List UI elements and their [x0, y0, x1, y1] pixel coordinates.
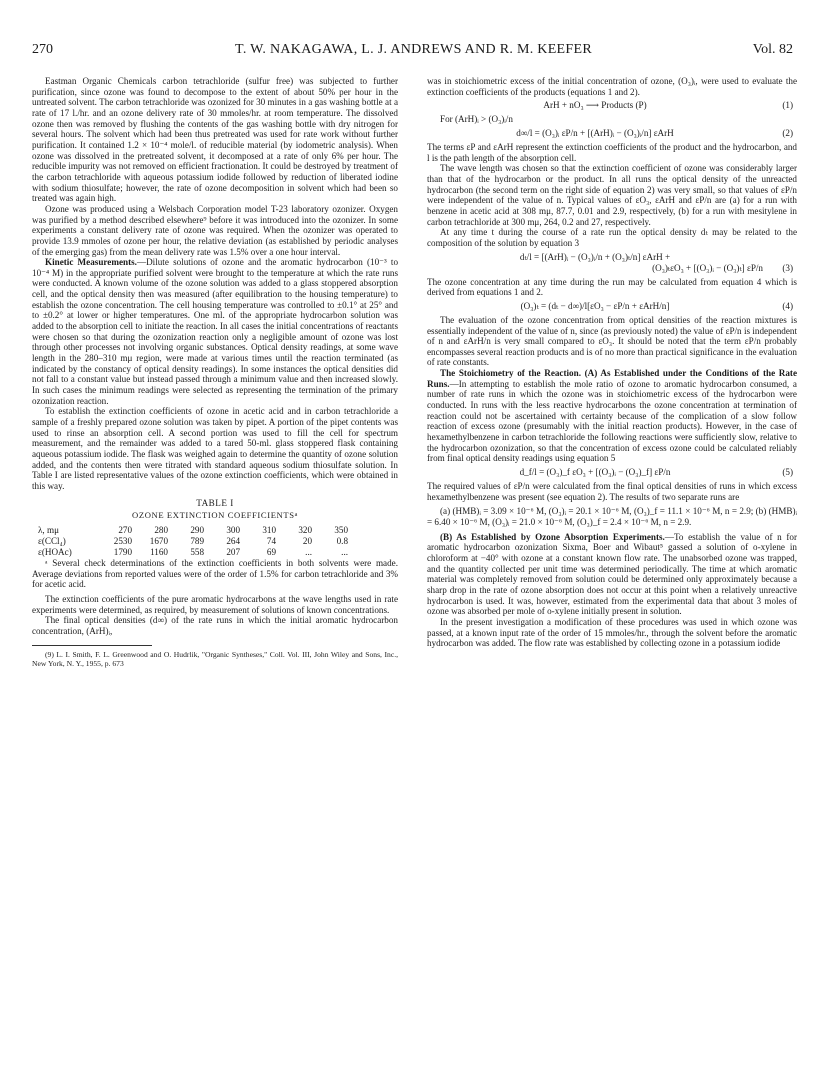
- table-cell: 320: [298, 525, 312, 536]
- table-cell: 2530: [113, 536, 132, 547]
- table-title-mark: a: [294, 511, 298, 519]
- equation-3-line1: dₜ/l = [(ArH)ᵢ − (O₃)ᵢ/n + (O₃)ₜ/n] εArH +: [519, 251, 671, 262]
- table-row-label: λ, mμ: [38, 525, 59, 536]
- paragraph-stoichiometry: [427, 368, 797, 464]
- extinction-table: [38, 525, 348, 558]
- table-cell: 558: [190, 547, 204, 558]
- left-column: [32, 76, 398, 669]
- table-cell: 74: [266, 536, 276, 547]
- section-heading-kinetic: Kinetic Measurements.: [45, 257, 137, 268]
- running-header: [0, 42, 827, 62]
- equation-1: [427, 100, 797, 111]
- table-cell: 69: [266, 547, 276, 558]
- equation-2: [427, 128, 797, 139]
- equation-4-number: (4): [782, 300, 793, 311]
- table-row: [38, 525, 348, 536]
- paragraph-absorption-experiments: [427, 532, 797, 617]
- equation-4-body: (O₃)ₜ = (dₜ − d∞)/l[εO₃ − εP/n + εArH/n]: [520, 300, 670, 311]
- section-heading-absorption: (B) As Established by Ozone Absorption Experiments.: [440, 531, 665, 542]
- paragraph-stoichiometry-body: —In attempting to establish the mole ratio of ozone to aromatic hydrocarbon consumed, a number of rate runs in which the ozone was in stoichiometric excess of the hydrocarbon were conducted. In runs with the less reactive hydrocarbons the ozone concentration at termination of reaction could not be ascertained with certainty because of the complication of a slow follow reaction of excess ozone (presumably with the initial reaction products). However, in the case of hexamethylbenzene in carbon tetrachloride the following reactions were sufficiently slow, relative to the hydrocarbon ozonization, so that the concentration of excess ozone could be calculated reliably from final optical density readings using equation 5: [427, 378, 797, 464]
- paragraph-extinction-method: To establish the extinction coefficients of ozone in acetic acid and in carbon tetrachloride a sample of a freshly prepared ozone solution was taken by pipet. A portion of the pipet contents was used to rinse an absorption cell. A second portion was used to fill the cell for spectrum measurement, and the remainder was added to a tared 50-ml. glass stoppered flask containing aqueous potassium iodide. The flask was weighed again to determine the quantity of ozone solution added, and the contents then were titrated with standard aqueous sodium thiosulfate solution. In Table I are listed representative values of the ozone extinction coefficients, which were obtained in this way.: [32, 406, 398, 491]
- table-cell: ...: [341, 547, 348, 558]
- paragraph-hydrocarbon-coefficients: The extinction coefficients of the pure aromatic hydrocarbons at the wave lengths used in rate experiments were determined, as required, by measurement of solutions of known concentrations.: [32, 593, 398, 615]
- equation-5-body: d_f/l = (O₃)_f εO₃ + [(O₃)ᵢ − (O₃)_f] εP/n: [519, 467, 671, 478]
- paragraph-kinetic-measurements: [32, 257, 398, 406]
- paragraph-wavelength: The wave length was chosen so that the extinction coefficient of ozone was considerably larger than that of the hydrocarbon or the product. In all runs the optical density of the unreacted hydrocarbon (the second term on the right side of equation 2) was very small, so that values of εP/n were independent of the value of n. Typical values of εO₃, εArH and εP/n are (a) for a run with benzene in acetic acid at 308 mμ, 87.7, 0.01 and 2.9, respectively, (b) for a run with mesitylene in carbon tetrachloride at 300 mμ, 264, 0.2 and 27, respectively.: [427, 163, 797, 227]
- table-cell: 270: [118, 525, 132, 536]
- equation-2-body: d∞/l = (O₃)ᵢ εP/n + [(ArH)ᵢ − (O₃)ᵢ/n] εArH: [516, 127, 674, 138]
- table-cell: 264: [226, 536, 240, 547]
- paragraph-continued: was in stoichiometric excess of the initial concentration of ozone, (O₃)ᵢ, were used to evaluate the extinction coefficients of the products (equations 1 and 2).: [427, 76, 797, 97]
- table-row: [38, 547, 348, 558]
- table-cell: 789: [190, 536, 204, 547]
- equation-2-number: (2): [782, 127, 793, 138]
- paragraph-ozone-production: Ozone was produced using a Welsbach Corporation model T-23 laboratory ozonizer. Oxygen was purified by a method described elsewhere⁹ before it was introduced into the ozonizer. In some experiments a constant delivery rate of ozone was required. When the ozonizer was operated to provide 13.9 mmoles of ozone per hour, the relative deviation (as established by periodic analyses of the emerging gas) from the mean delivery rate was 1.5% over a one hour interval.: [32, 203, 398, 257]
- equation-3-line2: (O₃)ₜεO₃ + [(O₃)ᵢ − (O₃)ₜ] εP/n: [652, 262, 763, 273]
- equation-4: [427, 301, 797, 312]
- table-cell: 1790: [113, 547, 132, 558]
- paragraph-final-densities: The final optical densities (d∞) of the rate runs in which the initial aromatic hydrocarbon concentration, (ArH)ᵢ,: [32, 615, 398, 636]
- equation-5-number: (5): [782, 467, 793, 478]
- table-footnote: ᵃ Several check determinations of the extinction coefficients in both solvents were made. Average deviations from reported values were of the order of 1.5% for carbon tetrachloride and 3% for acetic acid.: [32, 557, 398, 590]
- table-caption: TABLE I: [196, 497, 234, 508]
- condition-line: For (ArH)ᵢ > (O₃)ᵢ/n: [440, 114, 513, 125]
- equation-3-number: (3): [782, 262, 793, 273]
- table-cell: 0.8: [336, 536, 348, 547]
- equation-1-number: (1): [782, 100, 793, 111]
- table-cell: 310: [262, 525, 276, 536]
- volume-label: Vol. 82: [752, 42, 793, 57]
- equation-5: [427, 467, 797, 478]
- table-row-label: ε(HOAc): [38, 547, 72, 558]
- paragraph-run-results: (a) (HMB)ᵢ = 3.09 × 10⁻⁶ M, (O₃)ᵢ = 20.1 × 10⁻⁶ M, (O₃)_f = 11.1 × 10⁻⁶ M, n = 2.9; (b) (HMB)ᵢ = 6.40 × 10⁻⁶ M, (O₃)ᵢ = 21.0 × 10⁻⁶ M, (O₃)_f = 2.4 × 10⁻⁶ M, n = 2.9.: [427, 506, 797, 527]
- table-cell: ...: [305, 547, 312, 558]
- table-row-label: ε(CCl₄): [38, 536, 66, 547]
- table-cell: 20: [302, 536, 312, 547]
- table-title-text: OZONE EXTINCTION COEFFICIENTS: [132, 510, 295, 521]
- equation-1-body: ArH + nO₃ ⟶ Products (P): [543, 100, 647, 111]
- right-column: [427, 76, 797, 649]
- running-title: T. W. NAKAGAWA, L. J. ANDREWS AND R. M. KEEFER: [235, 42, 592, 57]
- footnote-rule: [32, 645, 152, 646]
- paragraph-optical-density: At any time t during the course of a rate run the optical density dₜ may be related to the composition of the solution by equation 3: [427, 227, 797, 248]
- paragraph-ozone-concentration: The ozone concentration at any time during the run may be calculated from equation 4 which is derived from equations 1 and 2.: [427, 276, 797, 298]
- paragraph-present-investigation: In the present investigation a modification of these procedures was used in which ozone was passed, at a known input rate of the order of 15 mmoles/hr., through the solvent before the aromatic hydrocarbon was added. The flow rate was established by collecting ozone in a potassium iodide: [427, 616, 797, 649]
- section-heading-stoichiometry: The Stoichiometry of the Reaction. (A) As Established under the Conditions of the Rate Runs.: [427, 368, 797, 389]
- equation-3: [427, 252, 797, 274]
- table-cell: 300: [226, 525, 240, 536]
- paragraph-terms: The terms εP and εArH represent the extinction coefficients of the product and the hydrocarbon, and l is the path length of the absorption cell.: [427, 141, 797, 163]
- paragraph-solvent-purification: Eastman Organic Chemicals carbon tetrachloride (sulfur free) was subjected to further purification, since ozone was found to decompose to the extent of about 50% per hour in the untreated solvent. The carbon tetrachloride was ozonized for 30 minutes in a gas washing bottle at a rate of 17 l./hr. and an ozone delivery rate of 30 mmoles/hr. at room temperature. The dissolved ozone then was removed by flushing the contents of the gas washing bottle with dry nitrogen for several hours. The solvent which had been thus pretreated was used for rate work without further purification. It contained 1.2 × 10⁻⁴ mole/l. of reducible material (by iodometric analysis). When ozone was dissolved in the pretreated solvent, it decomposed at a rate of only 6% per hour. The reducible impurity was not removed on efficient fractionation. It could be destroyed by treatment of the carbon tetrachloride with aqueous potassium iodide followed by reduction of liberated iodine with sodium thiosulfate; however, the rate of ozone decomposition in solvent which had been so treated was again high.: [32, 76, 398, 204]
- paragraph-kinetic-body: —Dilute solutions of ozone and the aromatic hydrocarbon (10⁻³ to 10⁻⁴ M) in the appropriate purified solvent were brought to the temperature at which the rate runs were conducted. A known volume of the ozone solution was added to a glass stoppered absorption cell, and the optical density then was measured (after equilibration to the housing temperature) to establish the ozone concentration. The cell housing temperature was controlled to ±0.1° at 25° and to ±0.2° at lower or higher temperatures. One ml. of the appropriate hydrocarbon solution was added to the absorption cell to initiate the reaction. In all cases the initial concentrations of reactants were chosen so that during the ozonization reaction only a negligible amount of ozone was lost through other processes not involving organic substances. Optical density readings, at some wave length in the 280–310 mμ region, were made at various times until the reaction terminated (as indicated by the constancy of optical density readings). In some instances the optical densities did not fall to a constant value but instead passed through a minimum value and then increased slowly. In such cases the minimum readings were selected as representing the termination of the primary ozonization reaction.: [32, 257, 399, 406]
- table-cell: 290: [190, 525, 204, 536]
- table-cell: 280: [154, 525, 168, 536]
- table-cell: 350: [334, 525, 348, 536]
- footnote: (9) L. I. Smith, F. L. Greenwood and O. Hudrlik, "Organic Syntheses," Coll. Vol. III, John Wiley and Sons, Inc., New York, N. Y., 1955, p. 673: [32, 649, 398, 669]
- table-row: [38, 536, 348, 547]
- paragraph-evaluation: The evaluation of the ozone concentration from optical densities of the reaction mixtures is essentially independent of the value of n, since (as previously noted) the value of εP/n is independent of n and εArH/n is very small compared to εO₃. It should be noted that the term εP/n probably encompasses several reaction products and is of no more than practical significance in the evaluation of rate constants.: [427, 314, 797, 368]
- paragraph-required-values: The required values of εP/n were calculated from the final optical densities of runs in which excess hexamethylbenzene was present (see equation 2). The results of two separate runs are: [427, 481, 797, 502]
- table-cell: 207: [226, 547, 240, 558]
- page-number: 270: [32, 42, 53, 57]
- table-title: [32, 510, 398, 521]
- paragraph-absorption-body: —To establish the value of n for aromatic hydrocarbon ozonization Sixma, Boer and Wibaut⁵ gassed a solution of o-xylene in chloroform at −40° with ozone at a constant known flow rate. The unabsorbed ozone was trapped, and the quantity collected per unit time was determined periodically. The time at which aromatic material was completely removed from solution could be determined only approximately because a sharp drop in the rate of ozone absorption does not occur at this point when a relatively unreactive hydrocarbon is used. It was, however, estimated from the experimental data that about 3 moles of ozone was absorbed per mole of o-xylene initially present in solution.: [427, 531, 797, 617]
- table-cell: 1670: [149, 536, 168, 547]
- table-cell: 1160: [150, 547, 168, 558]
